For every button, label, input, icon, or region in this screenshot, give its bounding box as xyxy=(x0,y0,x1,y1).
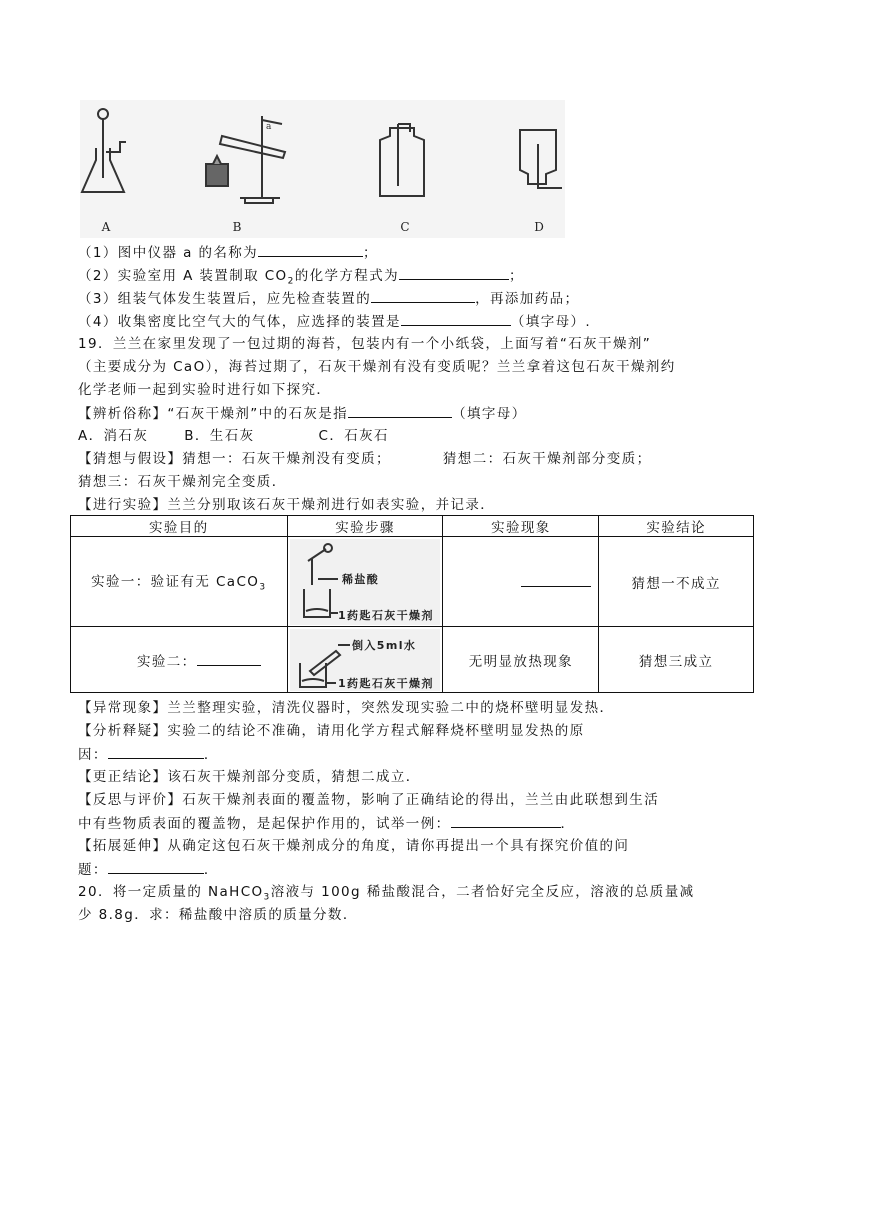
figure-label-a: a xyxy=(266,122,272,132)
row1-step xyxy=(287,537,443,627)
table-header: 实验目的 xyxy=(71,516,288,537)
q19-reflect-line2: 中有些物质表面的覆盖物，是起保护作用的，试举一例： ． xyxy=(78,813,575,834)
q19-extend-line2: 题： ． xyxy=(78,859,219,880)
q19-extend-line1: 【拓展延伸】从确定这包石灰干燥剂成分的角度，请你再提出一个具有探究价值的问 xyxy=(78,838,630,854)
row1-purpose: 实验一：验证有无 CaCO$_3$ xyxy=(71,537,288,627)
q18-part4: （4）收集密度比空气大的气体，应选择的装置是 （填字母）. xyxy=(78,311,591,332)
q19-intro-line1: 19．兰兰在家里发现了一包过期的海苔，包装内有一个小纸袋，上面写着“石灰干燥剂” xyxy=(78,336,652,352)
apparatus-figure xyxy=(80,100,565,238)
row1-conclusion: 猜想一不成立 xyxy=(599,537,754,627)
table-header: 实验步骤 xyxy=(287,516,443,537)
q18-part3: （3）组装气体发生装置后，应先检查装置的 ，再添加药品； xyxy=(78,288,579,309)
pour-water-diagram xyxy=(290,629,440,691)
table-header-row xyxy=(71,516,754,537)
q20-line1: 20．将一定质量的 NaHCO$_3$溶液与 100g 稀盐酸混合，二者恰好完全反应，溶液的总质量减 xyxy=(78,884,695,903)
row2-phenomenon: 无明显放热现象 xyxy=(443,627,599,693)
step-label-water: 倒入5ml水 xyxy=(352,638,417,652)
q19-intro-line2: （主要成分为 CaO），海苔过期了，石灰干燥剂有没有变质呢？兰兰拿着这包石灰干燥剂约 xyxy=(78,359,676,375)
experiment-table xyxy=(70,515,754,693)
table-header: 实验结论 xyxy=(599,516,754,537)
answer-blank[interactable] xyxy=(258,242,363,257)
dropper-beaker-diagram xyxy=(290,539,440,625)
q19-options xyxy=(78,426,389,446)
figure-label-B: B xyxy=(232,220,242,234)
answer-blank[interactable] xyxy=(348,403,452,418)
option-c: C．石灰石 xyxy=(318,428,389,444)
answer-blank[interactable] xyxy=(521,572,591,587)
q19-exp-intro: 【进行实验】兰兰分别取该石灰干燥剂进行如表实验，并记录． xyxy=(78,497,496,513)
figure-label-C: C xyxy=(400,220,410,234)
step-label-sample: 1药匙石灰干燥剂 xyxy=(338,676,434,690)
q20-line2: 少 8.8g．求：稀盐酸中溶质的质量分数． xyxy=(78,907,358,923)
answer-blank[interactable] xyxy=(197,651,261,666)
q18-part1: （1）图中仪器 a 的名称为 ； xyxy=(78,242,378,263)
q19-correct: 【更正结论】该石灰干燥剂部分变质，猜想二成立． xyxy=(78,769,421,785)
q18-part2: （2）实验室用 A 装置制取 $CO_2$的化学方程式为 ； xyxy=(78,265,524,292)
table-header: 实验现象 xyxy=(443,516,599,537)
row1-phenomenon xyxy=(443,537,599,627)
q19-analysis-line2: 因： ． xyxy=(78,744,219,765)
figure-label-A: A xyxy=(101,220,111,234)
q19-bianxi: 【辨析俗称】“石灰干燥剂”中的石灰是指 （填字母） xyxy=(78,403,527,424)
q19-intro-line3: 化学老师一起到实验时进行如下探究． xyxy=(78,382,332,398)
q19-abnormal: 【异常现象】兰兰整理实验，清洗仪器时，突然发现实验二中的烧杯壁明显发热． xyxy=(78,700,615,716)
table-row xyxy=(71,627,754,693)
step-label-acid: 稀盐酸 xyxy=(342,572,380,586)
row2-conclusion: 猜想三成立 xyxy=(599,627,754,693)
option-b: B．生石灰 xyxy=(184,428,255,444)
figure-label-D: D xyxy=(534,220,544,234)
option-a: A．消石灰 xyxy=(78,428,149,444)
q19-guess: 【猜想与假设】猜想一：石灰干燥剂没有变质； 猜想二：石灰干燥剂部分变质； xyxy=(78,451,652,467)
answer-blank[interactable] xyxy=(399,265,509,280)
q19-reflect-line1: 【反思与评价】石灰干燥剂表面的覆盖物，影响了正确结论的得出，兰兰由此联想到生活 xyxy=(78,792,660,808)
answer-blank[interactable] xyxy=(108,744,204,759)
answer-blank[interactable] xyxy=(451,813,561,828)
row2-purpose: 实验二： xyxy=(71,627,288,693)
answer-blank[interactable] xyxy=(401,311,511,326)
q19-analysis-line1: 【分析释疑】实验二的结论不准确，请用化学方程式解释烧杯壁明显发热的原 xyxy=(78,723,585,739)
row2-step xyxy=(287,627,443,693)
q19-guess3: 猜想三：石灰干燥剂完全变质． xyxy=(78,474,287,490)
table-row xyxy=(71,537,754,627)
step-label-sample: 1药匙石灰干燥剂 xyxy=(338,608,434,622)
answer-blank[interactable] xyxy=(371,288,475,303)
answer-blank[interactable] xyxy=(108,859,204,874)
